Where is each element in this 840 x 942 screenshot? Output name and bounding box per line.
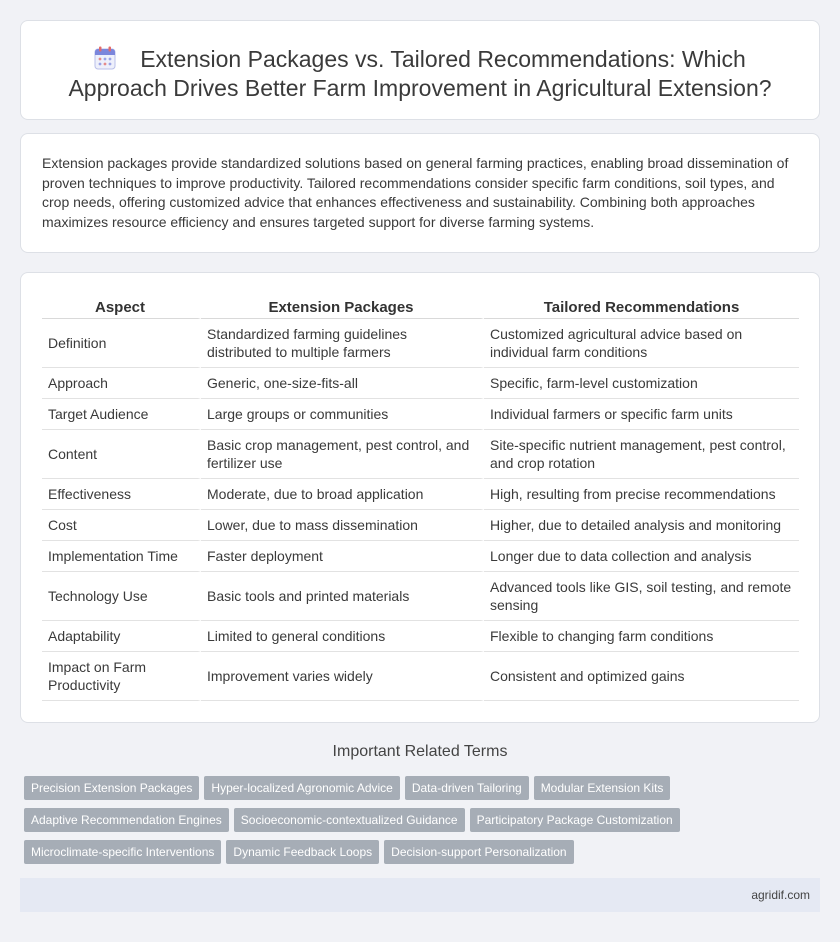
aspect-cell: Effectiveness bbox=[42, 479, 201, 510]
extension-cell: Limited to general conditions bbox=[201, 621, 484, 652]
table-row bbox=[42, 479, 799, 510]
aspect-cell: Adaptability bbox=[42, 621, 201, 652]
table-row bbox=[42, 368, 799, 399]
title-card bbox=[20, 20, 820, 120]
title-line-2: Approach Drives Better Farm Improvement in Agricultural Extension? bbox=[68, 75, 772, 101]
extension-cell: Moderate, due to broad application bbox=[201, 479, 484, 510]
aspect-cell: Cost bbox=[42, 510, 201, 541]
aspect-cell: Technology Use bbox=[42, 572, 201, 621]
table-row bbox=[42, 541, 799, 572]
extension-cell: Large groups or communities bbox=[201, 399, 484, 430]
aspect-cell: Impact on Farm Productivity bbox=[42, 652, 201, 701]
tag-link[interactable]: Data-driven Tailoring bbox=[405, 776, 529, 800]
aspect-cell: Definition bbox=[42, 319, 201, 368]
tailored-cell: Customized agricultural advice based on individual farm conditions bbox=[484, 319, 799, 368]
footer-site-link[interactable]: agridif.com bbox=[751, 888, 810, 902]
aspect-cell: Implementation Time bbox=[42, 541, 201, 572]
table-header-row bbox=[42, 297, 799, 319]
tailored-cell: Advanced tools like GIS, soil testing, and remote sensing bbox=[484, 572, 799, 621]
table-row bbox=[42, 510, 799, 541]
aspect-cell: Target Audience bbox=[42, 399, 201, 430]
tag-row bbox=[24, 776, 804, 808]
extension-cell: Lower, due to mass dissemination bbox=[201, 510, 484, 541]
tag-link[interactable]: Socioeconomic-contextualized Guidance bbox=[234, 808, 465, 832]
tailored-cell: Consistent and optimized gains bbox=[484, 652, 799, 701]
extension-cell: Improvement varies widely bbox=[201, 652, 484, 701]
table-row bbox=[42, 399, 799, 430]
page-title bbox=[21, 45, 819, 103]
tag-link[interactable]: Dynamic Feedback Loops bbox=[226, 840, 379, 864]
table-row bbox=[42, 319, 799, 368]
tailored-cell: Specific, farm-level customization bbox=[484, 368, 799, 399]
header-aspect: Aspect bbox=[42, 297, 201, 319]
footer bbox=[20, 878, 820, 912]
table-row bbox=[42, 572, 799, 621]
comparison-table bbox=[42, 297, 799, 701]
comparison-card bbox=[20, 272, 820, 723]
calendar-icon bbox=[94, 46, 116, 70]
title-line-1: Extension Packages vs. Tailored Recommendations: Which bbox=[140, 46, 746, 72]
header-tailored-recommendations: Tailored Recommendations bbox=[484, 297, 799, 319]
tailored-cell: High, resulting from precise recommendations bbox=[484, 479, 799, 510]
tailored-cell: Individual farmers or specific farm units bbox=[484, 399, 799, 430]
tailored-cell: Site-specific nutrient management, pest control, and crop rotation bbox=[484, 430, 799, 479]
intro-card bbox=[20, 133, 820, 253]
related-terms-title: Important Related Terms bbox=[332, 743, 508, 760]
aspect-cell: Approach bbox=[42, 368, 201, 399]
tag-link[interactable]: Precision Extension Packages bbox=[24, 776, 199, 800]
tailored-cell: Higher, due to detailed analysis and monitoring bbox=[484, 510, 799, 541]
tag-link[interactable]: Adaptive Recommendation Engines bbox=[24, 808, 229, 832]
table-row bbox=[42, 652, 799, 701]
header-extension-packages: Extension Packages bbox=[201, 297, 484, 319]
tailored-cell: Flexible to changing farm conditions bbox=[484, 621, 799, 652]
aspect-cell: Content bbox=[42, 430, 201, 479]
tag-link[interactable]: Microclimate-specific Interventions bbox=[24, 840, 221, 864]
intro-text: Extension packages provide standardized solutions based on general farming practices, enabling broad dissemination of proven techniques to improve productivity. Tailored recommendations consider specific farm conditions, soil types, and crop needs, offering customized advice that enhances effectiveness and sustainability. Combining both approaches maximizes resource efficiency and ensures targeted support for diverse farming systems. bbox=[42, 155, 789, 230]
table-row bbox=[42, 621, 799, 652]
tag-row bbox=[24, 840, 804, 872]
tag-link[interactable]: Modular Extension Kits bbox=[534, 776, 671, 800]
extension-cell: Basic crop management, pest control, and fertilizer use bbox=[201, 430, 484, 479]
extension-cell: Generic, one-size-fits-all bbox=[201, 368, 484, 399]
tag-row bbox=[24, 808, 804, 840]
extension-cell: Standardized farming guidelines distributed to multiple farmers bbox=[201, 319, 484, 368]
related-terms-tags bbox=[24, 776, 804, 872]
extension-cell: Basic tools and printed materials bbox=[201, 572, 484, 621]
tailored-cell: Longer due to data collection and analysis bbox=[484, 541, 799, 572]
tag-link[interactable]: Participatory Package Customization bbox=[470, 808, 680, 832]
table-row bbox=[42, 430, 799, 479]
tag-link[interactable]: Hyper-localized Agronomic Advice bbox=[204, 776, 399, 800]
extension-cell: Faster deployment bbox=[201, 541, 484, 572]
tag-link[interactable]: Decision-support Personalization bbox=[384, 840, 573, 864]
